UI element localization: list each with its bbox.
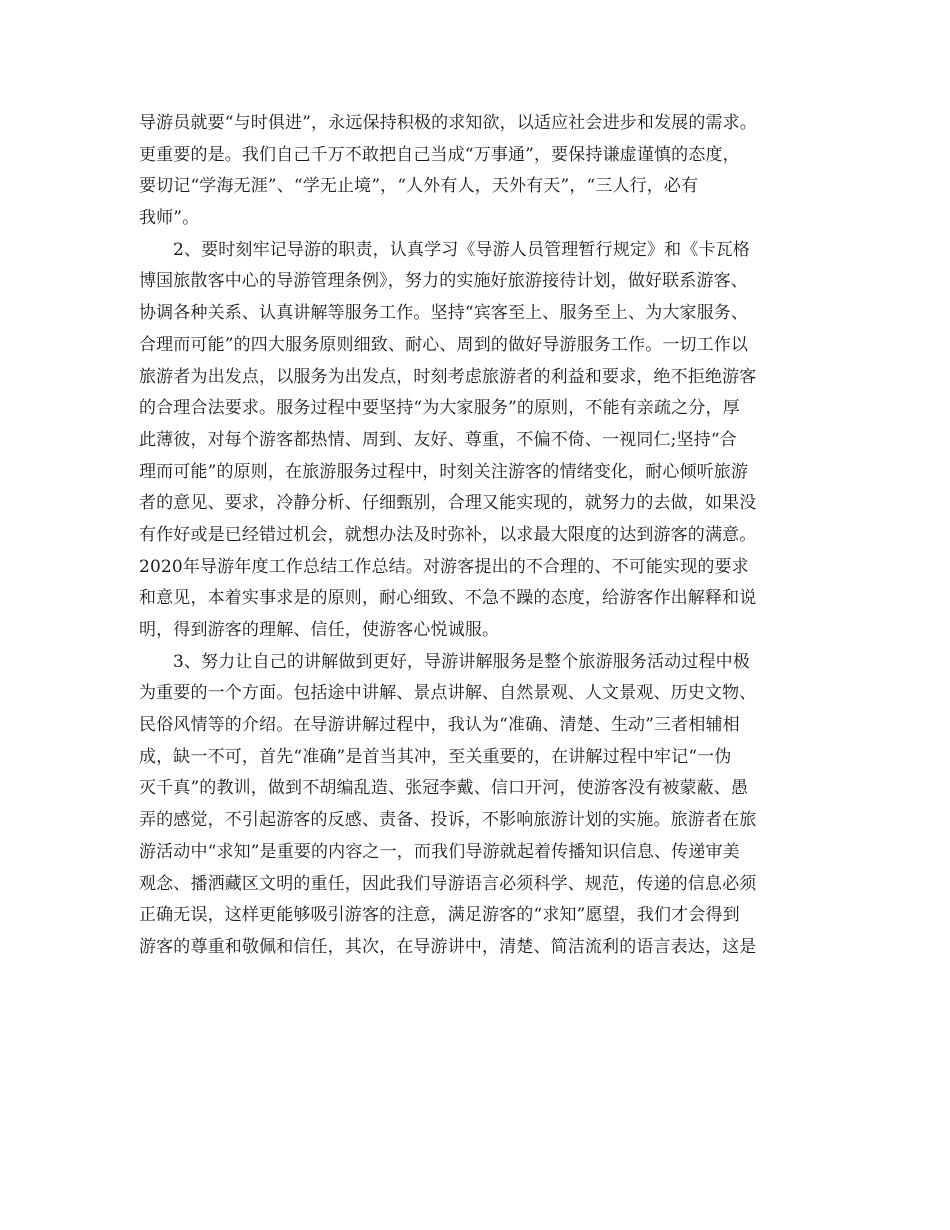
text-line-8: 合理而可能”的四大服务原则细致、耐心、周到的做好导游服务工作。一切工作以	[139, 334, 749, 355]
text-line-11: 此薄彼，对每个游客都热情、周到、友好、尊重，不偏不倚、一视同仁;坚持“合	[139, 429, 737, 450]
text-line-3: 要切记“学海无涯”、“学无止境”，“人外有人，天外有天”，“三人行，必有	[139, 176, 699, 197]
text-line-12: 理而可能”的原则，在旅游服务过程中，时刻关注游客的情绪变化，耐心倾听旅游	[139, 461, 749, 482]
text-line-9: 旅游者为出发点，以服务为出发点，时刻考虑旅游者的利益和要求，绝不拒绝游客	[139, 366, 757, 387]
text-line-10: 的合理合法要求。服务过程中要坚持“为大家服务”的原则，不能有亲疏之分，厚	[139, 398, 740, 419]
text-line-13: 者的意见、要求，冷静分析、仔细甄别，合理又能实现的，就努力的去做，如果没	[139, 493, 757, 514]
text-line-15: 2020年导游年度工作总结工作总结。对游客提出的不合理的、不可能实现的要求	[139, 556, 749, 577]
text-line-20: 民俗风情等的介绍。在导游讲解过程中，我认为“准确、清楚、生动”三者相辅相	[139, 715, 740, 736]
text-line-24: 游活动中“求知”是重要的内容之一，而我们导游就起着传播知识信息、传递审美	[139, 841, 740, 862]
paragraph-2-first-line: 2、要时刻牢记导游的职责，认真学习《导游人员管理暂行规定》和《卡瓦格	[173, 239, 750, 260]
text-line-4: 我师”。	[139, 208, 200, 229]
text-line-16: 和意见，本着实事求是的原则，耐心细致、不急不躁的态度，给游客作出解释和说	[139, 588, 757, 609]
text-line-21: 成，缺一不可，首先“准确”是首当其冲，至关重要的，在讲解过程中牢记“一伪	[139, 746, 732, 767]
document-body	[139, 108, 819, 964]
text-line-22: 灭千真”的教训，做到不胡编乱造、张冠李戴、信口开河，使游客没有被蒙蔽、愚	[139, 778, 749, 799]
text-line-7: 协调各种关系、认真讲解等服务工作。坚持“宾客至上、服务至上、为大家服务、	[139, 303, 749, 324]
text-line-17: 明，得到游客的理解、信任，使游客心悦诚服。	[139, 620, 500, 640]
text-line-23: 弄的感觉，不引起游客的反感、责备、投诉，不影响旅游计划的实施。旅游者在旅	[139, 810, 757, 831]
text-line-27: 游客的尊重和敬佩和信任，其次，在导游讲中，清楚、简洁流利的语言表达，这是	[139, 936, 757, 957]
text-line-25: 观念、播洒藏区文明的重任，因此我们导游语言必须科学、规范，传递的信息必须	[139, 873, 757, 894]
text-line-1: 导游员就要“与时俱进”，永远保持积极的求知欲，以适应社会进步和发展的需求。	[139, 113, 757, 133]
text-line-14: 有作好或是已经错过机会，就想办法及时弥补，以求最大限度的达到游客的满意。	[139, 524, 757, 545]
text-line-2: 更重要的是。我们自己千万不敢把自己当成“万事通”，要保持谦虚谨慎的态度，	[139, 144, 740, 165]
text-line-19: 为重要的一个方面。包括途中讲解、景点讲解、自然景观、人文景观、历史文物、	[139, 683, 757, 704]
text-line-6: 博国旅散客中心的导游管理条例》，努力的实施好旅游接待计划，做好联系游客、	[139, 271, 748, 292]
paragraph-3-first-line: 3、努力让自己的讲解做到更好，导游讲解服务是整个旅游服务活动过程中极	[173, 651, 750, 672]
text-line-26: 正确无误，这样更能够吸引游客的注意，满足游客的“求知”愿望，我们才会得到	[139, 905, 740, 926]
